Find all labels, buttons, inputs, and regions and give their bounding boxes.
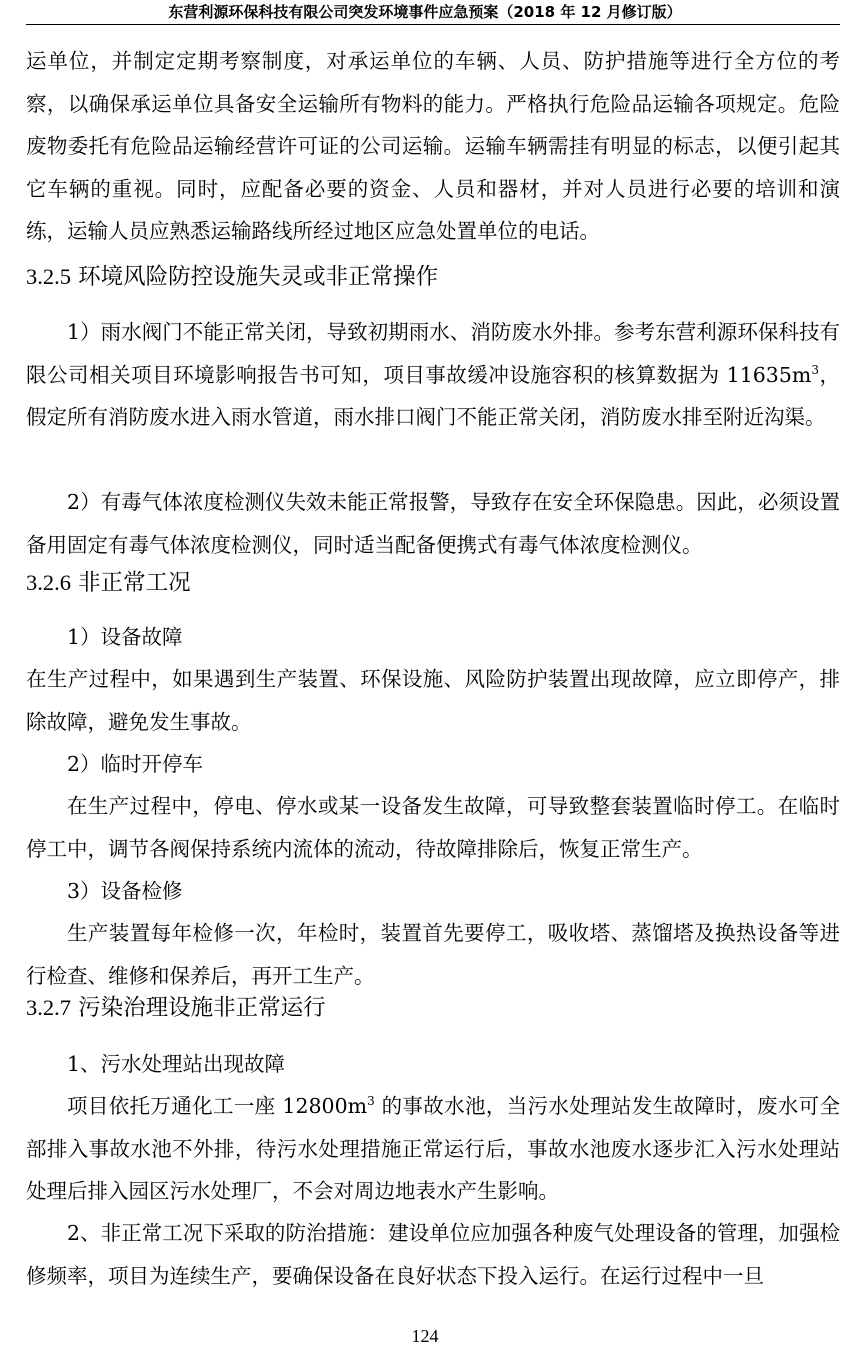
superscript: 3 — [811, 362, 819, 377]
section-number: 3.2.6 — [26, 570, 71, 595]
paragraph-equipment-failure: 在生产过程中，如果遇到生产装置、环保设施、风险防护装置出现故障，应立即停产，排除故障，避免发生事故。 — [26, 667, 840, 734]
section-title: 污染治理设施非正常运行 — [78, 995, 326, 1021]
text-run: 的事故水池，当污水处理站发生故障时，废水可全部排入事故水池不外排，待污水处理措施正常运行后，事故水池废水逐步汇入污水处理站处理后排入园区污水处理厂，不会对周边地表水产生影响。 — [26, 1094, 840, 1203]
superscript: 3 — [367, 1094, 375, 1108]
header-rule — [26, 24, 840, 25]
section-heading-3-2-5 — [26, 259, 840, 295]
paragraph-sewage-failure — [26, 1085, 840, 1213]
list-item-temporary-shutdown: 2）临时开停车 — [67, 752, 204, 776]
page-number: 124 — [411, 1326, 439, 1346]
page-header: 东营利源环保科技有限公司突发环境事件应急预案（2018 年 12 月修订版） — [168, 3, 682, 21]
list-item-equipment-failure: 1）设备故障 — [67, 625, 183, 649]
paragraph-temporary-shutdown: 在生产过程中，停电、停水或某一设备发生故障，可导致整套装置临时停工。在临时停工中，调节各阀保持系统内流体的流动，待故障排除后，恢复正常生产。 — [26, 794, 840, 861]
paragraph-transport: 运单位，并制定定期考察制度，对承运单位的车辆、人员、防护措施等进行全方位的考察，以确保承运单位具备安全运输所有物料的能力。严格执行危险品运输各项规定。危险废物委托有危险品运输经营许可证的公司运输。运输车辆需挂有明显的标志，以便引起其它车辆的重视。同时，应配备必要的资金、人员和器材，并对人员进行必要的培训和演练，运输人员应熟悉运输路线所经过地区应急处置单位的电话。 — [26, 49, 840, 243]
paragraph-gas-detector: 2）有毒气体浓度检测仪失效未能正常报警，导致存在安全环保隐患。因此，必须设置备用固定有毒气体浓度检测仪，同时适当配备便携式有毒气体浓度检测仪。 — [26, 490, 840, 557]
paragraph-rain-valve — [26, 311, 840, 439]
section-number: 3.2.7 — [26, 995, 71, 1020]
section-title: 非正常工况 — [78, 570, 191, 596]
section-number: 3.2.5 — [26, 264, 71, 289]
paragraph-maintenance: 生产装置每年检修一次，年检时，装置首先要停工，吸收塔、蒸馏塔及换热设备等进行检查、维修和保养后，再开工生产。 — [26, 921, 840, 988]
text-run: 项目依托万通化工一座 12800m — [67, 1094, 368, 1118]
section-heading-3-2-7 — [26, 990, 840, 1026]
section-title: 环境风险防控设施失灵或非正常操作 — [78, 264, 439, 290]
section-heading-3-2-6 — [26, 565, 840, 601]
text-run: 1）雨水阀门不能正常关闭，导致初期雨水、消防废水外排。参考东营利源环保科技有限公司相关项目环境影响报告书可知，项目事故缓冲设施容积的核算数据为 11635m — [26, 320, 840, 387]
paragraph-prevention-measures: 2、非正常工况下采取的防治措施：建设单位应加强各种废气处理设备的管理，加强检修频率，项目为连续生产，要确保设备在良好状态下投入运行。在运行过程中一旦 — [26, 1221, 840, 1288]
list-item-sewage-failure: 1、污水处理站出现故障 — [67, 1052, 286, 1076]
text-run: ，假定所有消防废水进入雨水管道，雨水排口阀门不能正常关闭，消防废水排至附近沟渠。 — [26, 362, 841, 429]
list-item-maintenance: 3）设备检修 — [67, 879, 183, 903]
